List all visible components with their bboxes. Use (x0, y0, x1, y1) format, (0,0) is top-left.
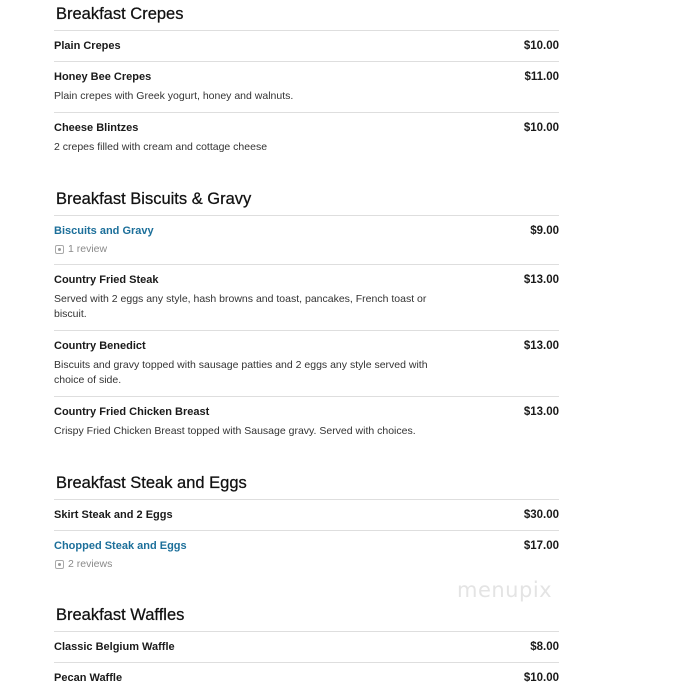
menu-section-breakfast-biscuits-gravy (54, 185, 559, 447)
menu-item-price: $13.00 (523, 274, 559, 286)
menu-item-price: $10.00 (523, 40, 559, 52)
menu-item-price: $17.00 (523, 540, 559, 552)
menu-item-link[interactable]: Biscuits and Gravy (54, 225, 154, 237)
menu-item-name: Pecan Waffle (54, 672, 123, 684)
menu-item-description: Crispy Fried Chicken Breast topped with Sausage gravy. Served with choices. (54, 425, 416, 437)
menu-item-name: Country Fried Chicken Breast (54, 406, 210, 418)
menu-item (54, 500, 559, 530)
menu-item-description: 2 crepes filled with cream and cottage cheese (54, 141, 268, 153)
menu-item-price: $10.00 (523, 672, 559, 684)
section-title: Breakfast Crepes (54, 0, 559, 31)
section-title: Breakfast Waffles (54, 601, 559, 632)
menu-item-name: Classic Belgium Waffle (54, 641, 175, 653)
reviews-link[interactable] (54, 242, 559, 256)
menu-item (54, 112, 559, 163)
menu-item-price: $9.00 (530, 225, 559, 237)
menu-item-description: Served with 2 eggs any style, hash browns and toast, pancakes, French toast or biscuit. (54, 293, 427, 320)
reviews-link[interactable] (54, 557, 559, 571)
menu-item (54, 662, 559, 693)
review-count: 2 reviews (68, 558, 113, 570)
menu-item-name: Plain Crepes (54, 40, 121, 52)
menu-item (54, 264, 559, 330)
menu-item-price: $8.00 (530, 641, 559, 653)
menu-item-description: Plain crepes with Greek yogurt, honey and walnuts. (54, 90, 294, 102)
review-count: 1 review (68, 243, 108, 255)
menu-item-price: $13.00 (523, 340, 559, 352)
menu-item-price: $13.00 (523, 406, 559, 418)
review-icon (55, 560, 64, 569)
menu-item (54, 61, 559, 112)
menupix-watermark: menupix (457, 578, 553, 602)
menu-item (54, 31, 559, 61)
menu-item-name: Country Fried Steak (54, 274, 159, 286)
menu-item-price: $11.00 (524, 71, 559, 83)
menu-item (54, 330, 559, 396)
menu-item-name: Cheese Blintzes (54, 122, 139, 134)
menu-section-breakfast-steak-eggs (54, 469, 559, 579)
menu-item (54, 530, 559, 579)
menu-item-name: Honey Bee Crepes (54, 71, 152, 83)
menu-section-breakfast-crepes (54, 0, 559, 163)
menu-section-breakfast-waffles (54, 601, 559, 693)
menu-item-link[interactable]: Chopped Steak and Eggs (54, 540, 187, 552)
menu-item-name: Country Benedict (54, 340, 146, 352)
review-icon (55, 245, 64, 254)
menu-item-price: $30.00 (523, 509, 559, 521)
menu-item-description: Biscuits and gravy topped with sausage patties and 2 eggs any style served with choice of side. (54, 359, 428, 386)
menu-item-price: $10.00 (523, 122, 559, 134)
section-title: Breakfast Steak and Eggs (54, 469, 559, 500)
menu-item-name: Skirt Steak and 2 Eggs (54, 509, 173, 521)
menu-item (54, 632, 559, 662)
menu-item (54, 216, 559, 264)
section-title: Breakfast Biscuits & Gravy (54, 185, 559, 216)
menu-item (54, 396, 559, 447)
